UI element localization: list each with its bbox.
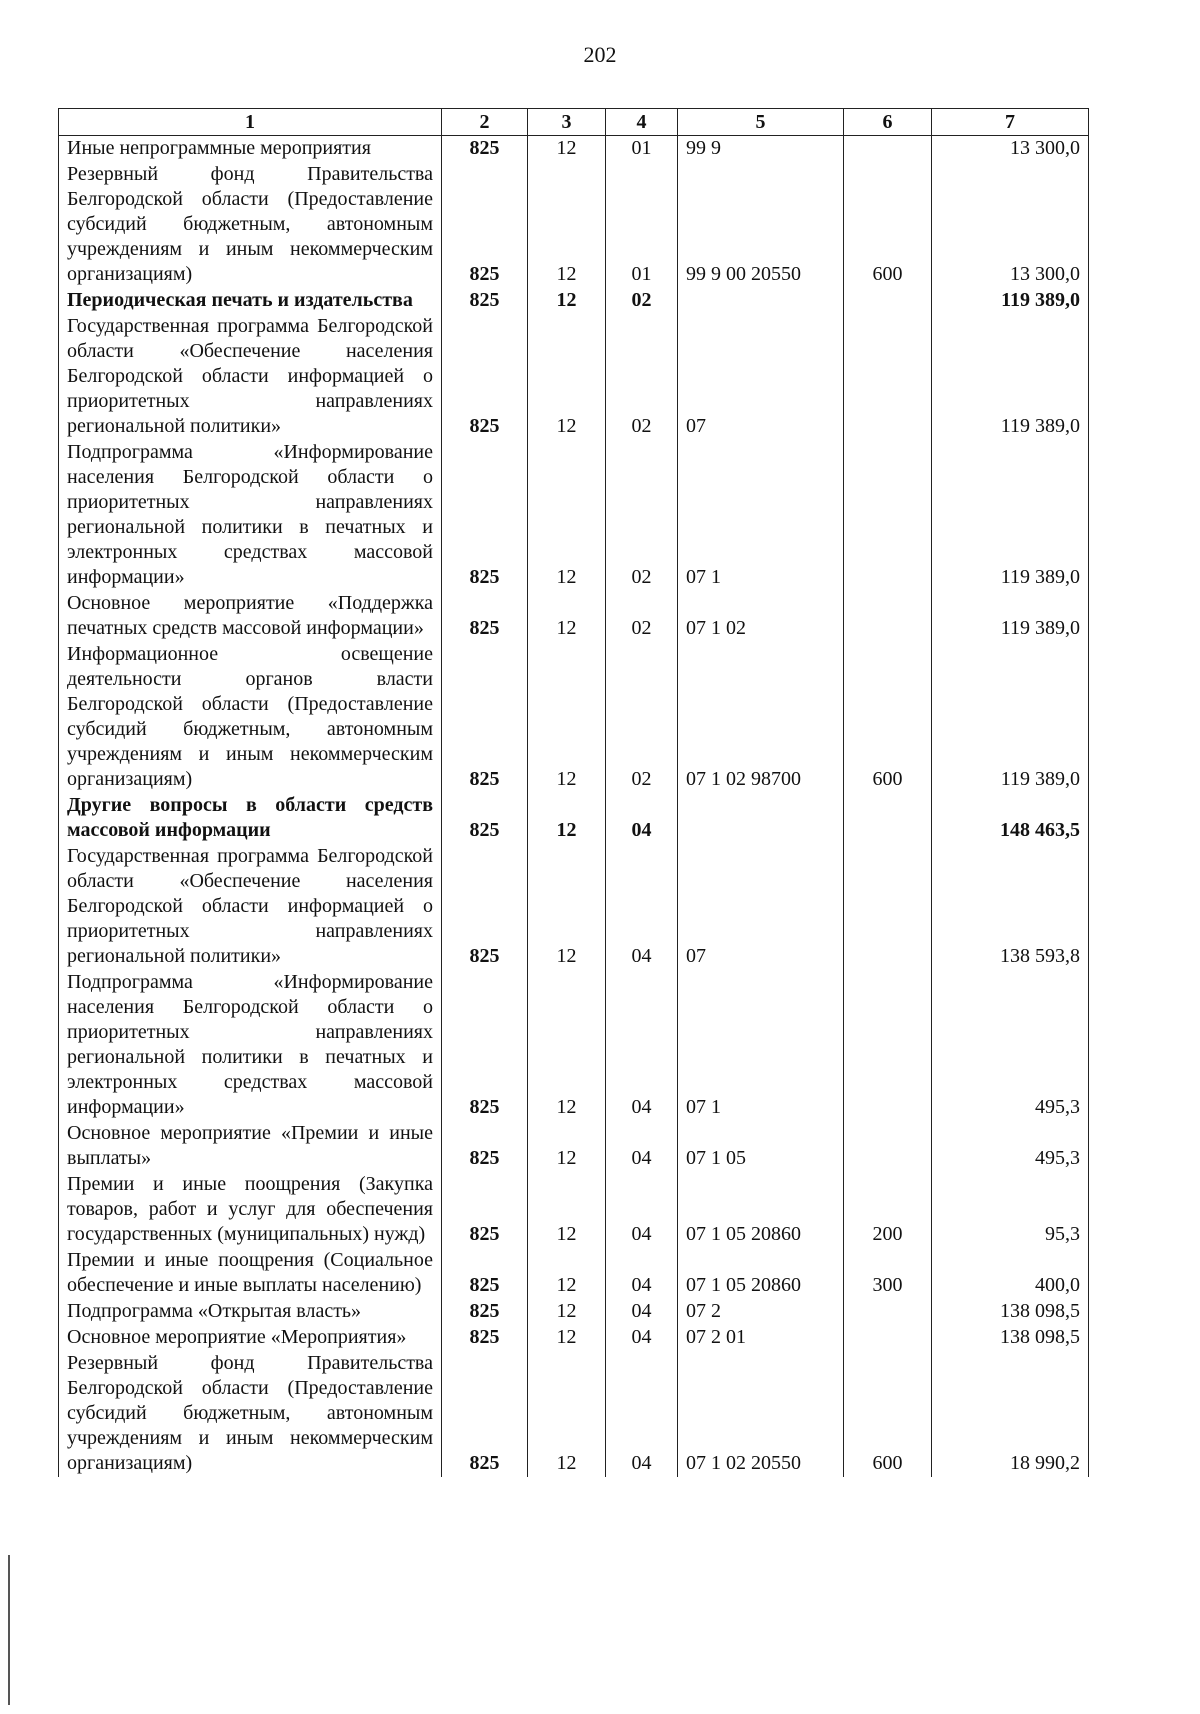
code-expense-type xyxy=(844,1325,932,1351)
code-ministry: 825 xyxy=(442,591,528,642)
column-header-4: 4 xyxy=(606,109,678,136)
code-subsection: 04 xyxy=(606,1248,678,1299)
code-expense-type xyxy=(844,844,932,970)
table-row xyxy=(59,440,1089,591)
code-target-article xyxy=(678,793,844,844)
column-header-1: 1 xyxy=(59,109,442,136)
code-subsection: 01 xyxy=(606,162,678,288)
code-section: 12 xyxy=(528,970,606,1121)
code-ministry: 825 xyxy=(442,136,528,163)
code-target-article: 07 1 05 20860 xyxy=(678,1172,844,1248)
code-target-article: 07 xyxy=(678,314,844,440)
code-ministry: 825 xyxy=(442,162,528,288)
code-ministry: 825 xyxy=(442,642,528,793)
code-subsection: 04 xyxy=(606,1299,678,1325)
code-ministry: 825 xyxy=(442,970,528,1121)
code-section: 12 xyxy=(528,162,606,288)
column-header-3: 3 xyxy=(528,109,606,136)
code-section: 12 xyxy=(528,440,606,591)
code-section: 12 xyxy=(528,844,606,970)
code-ministry: 825 xyxy=(442,1325,528,1351)
code-subsection: 04 xyxy=(606,1325,678,1351)
amount: 119 389,0 xyxy=(932,642,1089,793)
code-expense-type: 600 xyxy=(844,642,932,793)
code-ministry: 825 xyxy=(442,1172,528,1248)
code-ministry: 825 xyxy=(442,793,528,844)
code-target-article: 07 1 xyxy=(678,970,844,1121)
row-description: Основное мероприятие «Мероприятия» xyxy=(59,1325,442,1351)
amount: 119 389,0 xyxy=(932,440,1089,591)
code-ministry: 825 xyxy=(442,288,528,314)
row-description: Периодическая печать и издательства xyxy=(59,288,442,314)
code-section: 12 xyxy=(528,793,606,844)
code-section: 12 xyxy=(528,1325,606,1351)
amount: 119 389,0 xyxy=(932,591,1089,642)
table-row xyxy=(59,1325,1089,1351)
code-ministry: 825 xyxy=(442,1299,528,1325)
code-target-article: 07 xyxy=(678,844,844,970)
code-target-article: 07 2 xyxy=(678,1299,844,1325)
code-subsection: 01 xyxy=(606,136,678,163)
table-row xyxy=(59,288,1089,314)
row-description: Подпрограмма «Информирование населения Белгородской области о приоритетных направлениях региональной политики в печатных и электронных средствах массовой информации» xyxy=(59,440,442,591)
table-row xyxy=(59,314,1089,440)
amount: 148 463,5 xyxy=(932,793,1089,844)
amount: 13 300,0 xyxy=(932,136,1089,163)
table-row xyxy=(59,1351,1089,1477)
code-target-article: 07 1 05 xyxy=(678,1121,844,1172)
code-ministry: 825 xyxy=(442,1248,528,1299)
table-row xyxy=(59,793,1089,844)
code-expense-type: 600 xyxy=(844,162,932,288)
row-description: Резервный фонд Правительства Белгородской области (Предоставление субсидий бюджетным, автономным учреждениям и иным некоммерческим организациям) xyxy=(59,1351,442,1477)
table-row xyxy=(59,844,1089,970)
amount: 138 098,5 xyxy=(932,1325,1089,1351)
code-target-article: 07 1 02 20550 xyxy=(678,1351,844,1477)
code-ministry: 825 xyxy=(442,314,528,440)
code-expense-type xyxy=(844,1299,932,1325)
code-ministry: 825 xyxy=(442,844,528,970)
row-description: Подпрограмма «Открытая власть» xyxy=(59,1299,442,1325)
table-row xyxy=(59,642,1089,793)
amount: 138 098,5 xyxy=(932,1299,1089,1325)
row-description: Иные непрограммные мероприятия xyxy=(59,136,442,163)
code-section: 12 xyxy=(528,136,606,163)
page-number: 202 xyxy=(583,42,617,67)
code-target-article: 07 2 01 xyxy=(678,1325,844,1351)
amount: 13 300,0 xyxy=(932,162,1089,288)
column-header-7: 7 xyxy=(932,109,1089,136)
scan-artifact-line xyxy=(8,1555,10,1705)
code-section: 12 xyxy=(528,1121,606,1172)
code-expense-type xyxy=(844,314,932,440)
code-subsection: 02 xyxy=(606,288,678,314)
row-description: Премии и иные поощрения (Социальное обеспечение и иные выплаты населению) xyxy=(59,1248,442,1299)
code-target-article: 99 9 xyxy=(678,136,844,163)
table-row xyxy=(59,591,1089,642)
amount: 95,3 xyxy=(932,1172,1089,1248)
table-row xyxy=(59,1172,1089,1248)
amount: 400,0 xyxy=(932,1248,1089,1299)
code-section: 12 xyxy=(528,1248,606,1299)
column-header-5: 5 xyxy=(678,109,844,136)
code-target-article: 99 9 00 20550 xyxy=(678,162,844,288)
code-subsection: 04 xyxy=(606,1351,678,1477)
code-expense-type xyxy=(844,440,932,591)
row-description: Премии и иные поощрения (Закупка товаров, работ и услуг для обеспечения государственных (муниципальных) нужд) xyxy=(59,1172,442,1248)
amount: 18 990,2 xyxy=(932,1351,1089,1477)
code-expense-type: 600 xyxy=(844,1351,932,1477)
table-row xyxy=(59,970,1089,1121)
code-expense-type xyxy=(844,591,932,642)
code-subsection: 04 xyxy=(606,793,678,844)
amount: 495,3 xyxy=(932,1121,1089,1172)
amount: 119 389,0 xyxy=(932,314,1089,440)
code-subsection: 04 xyxy=(606,844,678,970)
code-ministry: 825 xyxy=(442,1121,528,1172)
code-subsection: 02 xyxy=(606,440,678,591)
amount: 495,3 xyxy=(932,970,1089,1121)
column-header-6: 6 xyxy=(844,109,932,136)
code-expense-type xyxy=(844,970,932,1121)
table-row xyxy=(59,1299,1089,1325)
code-target-article: 07 1 02 xyxy=(678,591,844,642)
code-ministry: 825 xyxy=(442,1351,528,1477)
code-subsection: 04 xyxy=(606,1121,678,1172)
amount: 119 389,0 xyxy=(932,288,1089,314)
code-subsection: 04 xyxy=(606,970,678,1121)
code-section: 12 xyxy=(528,642,606,793)
code-subsection: 02 xyxy=(606,642,678,793)
row-description: Информационное освещение деятельности органов власти Белгородской области (Предоставление субсидий бюджетным, автономным учреждениям и иным некоммерческим организациям) xyxy=(59,642,442,793)
code-section: 12 xyxy=(528,1172,606,1248)
code-section: 12 xyxy=(528,1351,606,1477)
row-description: Государственная программа Белгородской области «Обеспечение населения Белгородской области информацией о приоритетных направлениях региональной политики» xyxy=(59,314,442,440)
code-expense-type xyxy=(844,288,932,314)
row-description: Государственная программа Белгородской области «Обеспечение населения Белгородской области информацией о приоритетных направлениях региональной политики» xyxy=(59,844,442,970)
row-description: Основное мероприятие «Поддержка печатных средств массовой информации» xyxy=(59,591,442,642)
code-target-article: 07 1 02 98700 xyxy=(678,642,844,793)
table-row xyxy=(59,1248,1089,1299)
row-description: Резервный фонд Правительства Белгородской области (Предоставление субсидий бюджетным, автономным учреждениям и иным некоммерческим организациям) xyxy=(59,162,442,288)
code-target-article: 07 1 xyxy=(678,440,844,591)
code-subsection: 02 xyxy=(606,314,678,440)
header-row xyxy=(59,109,1089,136)
table-body xyxy=(59,136,1089,1478)
column-header-2: 2 xyxy=(442,109,528,136)
code-expense-type: 300 xyxy=(844,1248,932,1299)
code-section: 12 xyxy=(528,314,606,440)
code-expense-type xyxy=(844,136,932,163)
table-row xyxy=(59,1121,1089,1172)
code-expense-type xyxy=(844,1121,932,1172)
code-target-article xyxy=(678,288,844,314)
code-section: 12 xyxy=(528,591,606,642)
code-target-article: 07 1 05 20860 xyxy=(678,1248,844,1299)
table-row xyxy=(59,136,1089,163)
code-ministry: 825 xyxy=(442,440,528,591)
code-section: 12 xyxy=(528,1299,606,1325)
amount: 138 593,8 xyxy=(932,844,1089,970)
budget-table xyxy=(58,108,1089,1477)
code-expense-type: 200 xyxy=(844,1172,932,1248)
code-section: 12 xyxy=(528,288,606,314)
code-subsection: 02 xyxy=(606,591,678,642)
table-row xyxy=(59,162,1089,288)
row-description: Другие вопросы в области средств массовой информации xyxy=(59,793,442,844)
code-expense-type xyxy=(844,793,932,844)
row-description: Основное мероприятие «Премии и иные выплаты» xyxy=(59,1121,442,1172)
row-description: Подпрограмма «Информирование населения Белгородской области о приоритетных направлениях региональной политики в печатных и электронных средствах массовой информации» xyxy=(59,970,442,1121)
code-subsection: 04 xyxy=(606,1172,678,1248)
